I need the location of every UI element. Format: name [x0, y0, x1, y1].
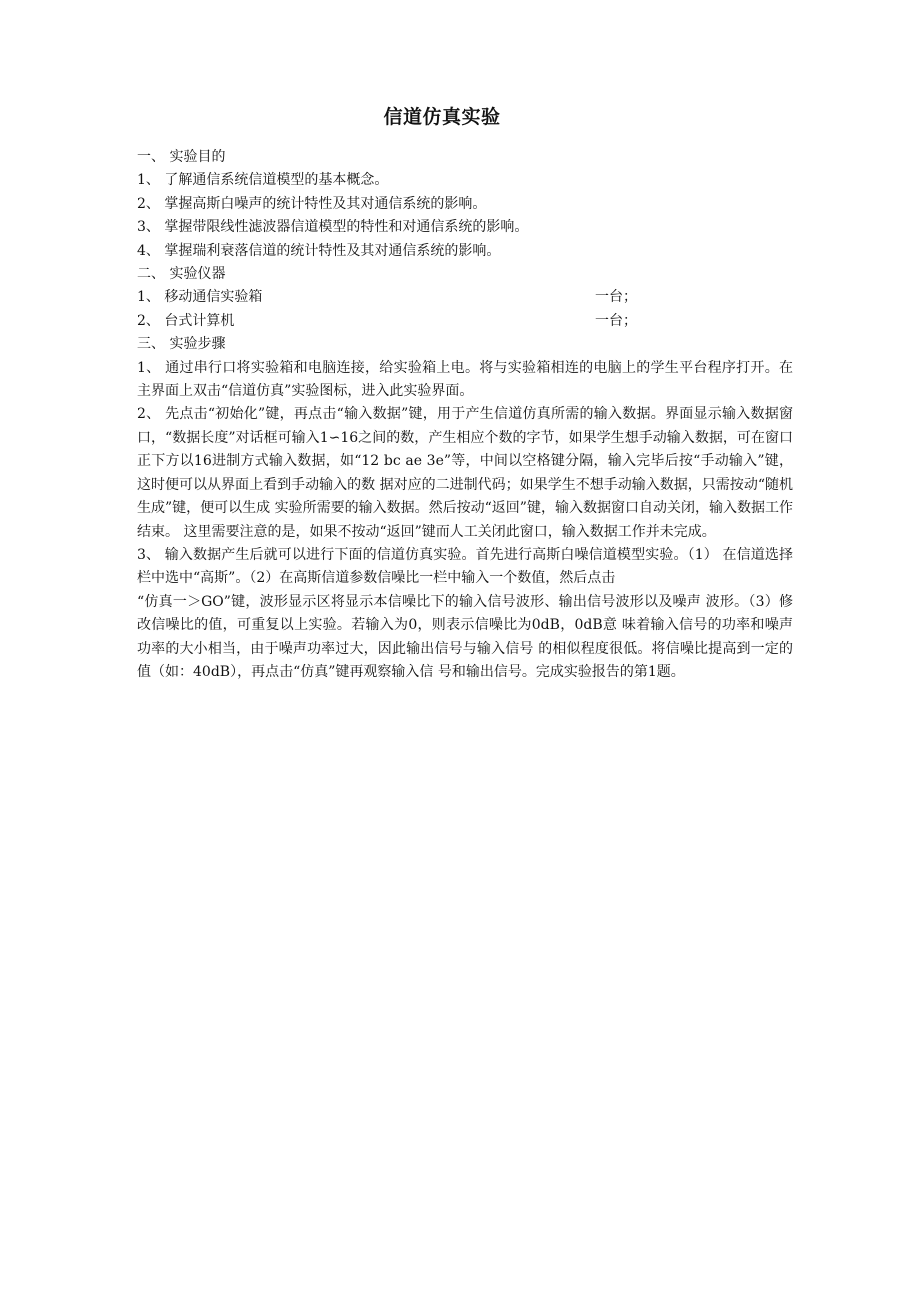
purpose-item: 1、 了解通信系统信道模型的基本概念。: [137, 172, 389, 189]
document-body: [137, 146, 793, 684]
step-paragraph: 1、 通过串行口将实验箱和电脑连接，给实验箱上电。将与实验箱相连的电脑上的学生平台程序打开。在主界面上双击“信道仿真”实验图标，进入此实验界面。: [137, 359, 793, 400]
step-paragraph: 3、 输入数据产生后就可以进行下面的信道仿真实验。首先进行高斯白噪信道模型实验。（1） 在信道选择栏中选中“高斯”。（2）在高斯信道参数信噪比一栏中输入一个数值，然后点击: [137, 546, 793, 587]
instrument-qty: 一台；: [595, 289, 637, 306]
step-paragraph: 2、 先点击“初始化”键，再点击“输入数据”键，用于产生信道仿真所需的输入数据。界面显示输入数据窗口，“数据长度”对话框可输入1∽16之间的数，产生相应个数的字节，如果学生想手动输入数据，可在窗口正下方以16进制方式输入数据，如“12 bc ae 3e”等，中间以空格键分隔，输入完毕后按“手动输入”键，这时便可以从界面上看到手动输入的数 据对应的二进制代码；如果学生不想手动输入数据，只需按动“随机生成”键，便可以生成 实验所需要的输入数据。然后按动“返回”键，输入数据窗口自动关闭，输入数据工作结束。 这里需要注意的是，如果不按动“返回”键而人工关闭此窗口，输入数据工作并未完成。: [137, 406, 793, 540]
instrument-qty: 一台；: [595, 312, 637, 329]
purpose-item: 3、 掌握带限线性滤波器信道模型的特性和对通信系统的影响。: [137, 219, 529, 236]
section-heading-purpose: 一、 实验目的: [137, 149, 226, 165]
instrument-row: [137, 286, 793, 309]
purpose-item: 2、 掌握高斯白噪声的统计特性及其对通信系统的影响。: [137, 195, 487, 212]
purpose-item: 4、 掌握瑞利衰落信道的统计特性及其对通信系统的影响。: [137, 242, 501, 259]
section-heading-instruments: 二、 实验仪器: [137, 266, 226, 283]
step-paragraph: “仿真一＞GO”键，波形显示区将显示本信噪比下的输入信号波形、输出信号波形以及噪声 波形。（3）修改信噪比的值，可重复以上实验。若输入为0，则表示信噪比为0dB，0dB意 味着输入信号的功率和噪声功率的大小相当，由于噪声功率过大，因此输出信号与输入信号 的相似程度很低。将信噪比提高到一定的值（如：40dB），再点击“仿真”键再观察输入信 号和输出信号。完成实验报告的第1题。: [137, 593, 793, 680]
instrument-name: 2、 台式计算机: [137, 312, 235, 329]
document-title: 信道仿真实验: [383, 106, 501, 128]
instrument-row: [137, 310, 793, 333]
instrument-name: 1、 移动通信实验箱: [137, 289, 263, 306]
section-heading-steps: 三、 实验步骤: [137, 336, 226, 353]
